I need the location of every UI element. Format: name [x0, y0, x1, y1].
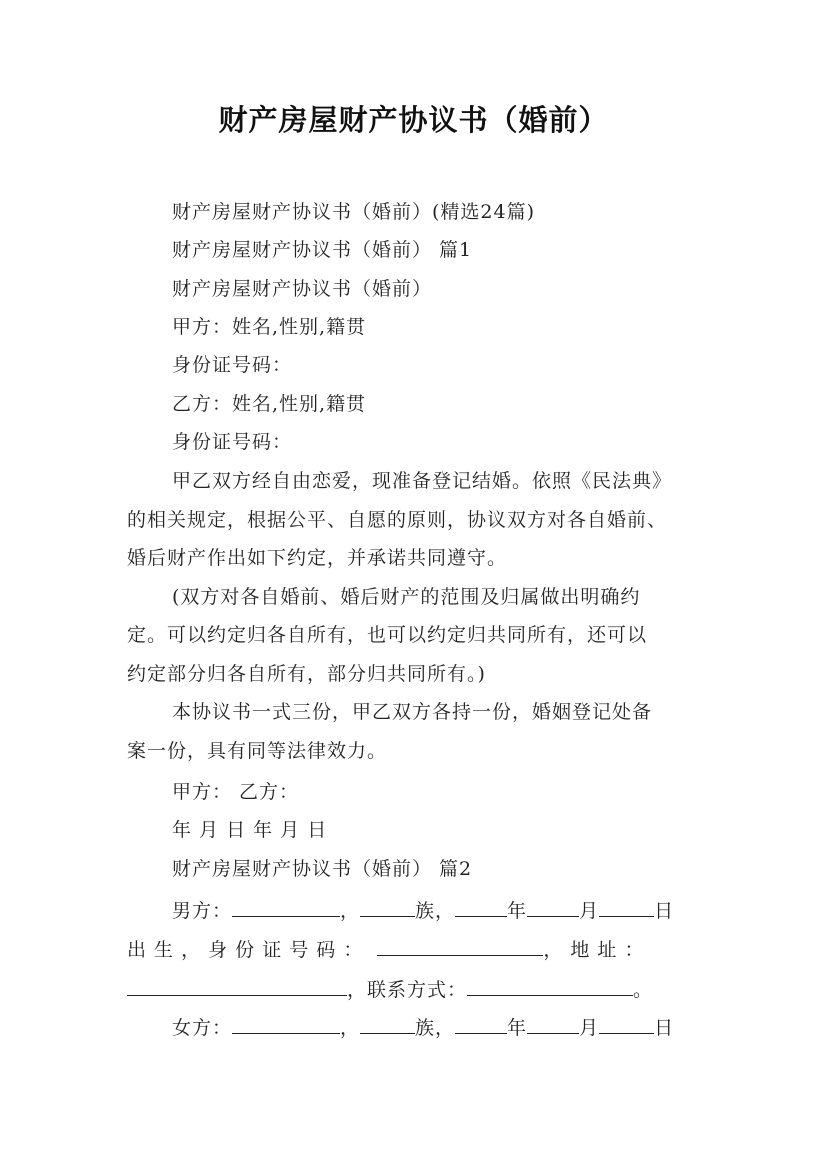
female-party-line [172, 1015, 674, 1040]
female-day-label: 日 [654, 1017, 675, 1039]
female-month-label: 月 [579, 1017, 600, 1039]
female-party-label: 女方： [172, 1017, 233, 1039]
contact-blank [467, 977, 633, 996]
contact-label: ，联系方式： [347, 979, 468, 1001]
name-blank [232, 1015, 340, 1034]
signature-parties: 甲方： 乙方： [172, 781, 300, 803]
signature-dates: 年 月 日 年 月 日 [172, 819, 328, 841]
male-month-label: 月 [579, 900, 600, 922]
paragraph-line: 甲乙双方经自由恋爱，现准备登记结婚。依照《民法典》 [172, 470, 673, 492]
male-party-label: 男方： [172, 900, 233, 922]
subtitle-line: 财产房屋财产协议书（婚前）(精选24篇) [172, 201, 536, 223]
address-label: ， 地 址 ： [543, 939, 645, 961]
female-ethnicity-label: 族， [415, 1017, 456, 1039]
born-id-label: 出 生 ， 身 份 证 号 码 ： [127, 939, 364, 961]
id-number-blank [377, 937, 543, 956]
female-comma: ， [340, 1017, 361, 1039]
paragraph-line: 定。可以约定归各自所有，也可以约定归共同所有，还可以 [127, 624, 648, 646]
party-b-info: 乙方：姓名,性别,籍贯 [172, 393, 367, 415]
male-contact-line [127, 977, 653, 1002]
contact-end: 。 [633, 979, 654, 1001]
party-a-id: 身份证号码： [172, 354, 293, 376]
party-b-id: 身份证号码： [172, 431, 293, 453]
address-blank [127, 977, 347, 996]
paragraph-line: 案一份，具有同等法律效力。 [127, 740, 388, 762]
male-year-label: 年 [507, 900, 528, 922]
paragraph-line: (双方对各自婚前、婚后财产的范围及归属做出明确约 [172, 586, 641, 608]
male-day-label: 日 [654, 900, 675, 922]
paragraph-line: 婚后财产作出如下约定，并承诺共同遵守。 [127, 547, 508, 569]
agreement-heading: 财产房屋财产协议书（婚前） [172, 278, 433, 300]
month-blank [527, 1015, 579, 1034]
ethnicity-blank [360, 898, 415, 917]
paragraph-line: 的相关规定，根据公平、自愿的原则，协议双方对各自婚前、 [127, 509, 668, 531]
ethnicity-blank [360, 1015, 415, 1034]
male-id-line [127, 937, 699, 962]
party-a-info: 甲方：姓名,性别,籍贯 [172, 316, 367, 338]
section-heading-1: 财产房屋财产协议书（婚前） 篇1 [172, 239, 473, 261]
male-ethnicity-label: 族， [415, 900, 456, 922]
female-year-label: 年 [507, 1017, 528, 1039]
paragraph-line: 约定部分归各自所有，部分归共同所有。) [127, 663, 486, 685]
month-blank [527, 898, 579, 917]
section-heading-2: 财产房屋财产协议书（婚前） 篇2 [172, 858, 473, 880]
year-blank [455, 1015, 507, 1034]
day-blank [599, 1015, 654, 1034]
male-comma: ， [340, 900, 361, 922]
document-title: 财产房屋财产协议书（婚前） [218, 103, 609, 137]
male-party-line [172, 898, 674, 923]
year-blank [455, 898, 507, 917]
day-blank [599, 898, 654, 917]
name-blank [232, 898, 340, 917]
paragraph-line: 本协议书一式三份，甲乙双方各持一份，婚姻登记处备 [172, 701, 653, 723]
